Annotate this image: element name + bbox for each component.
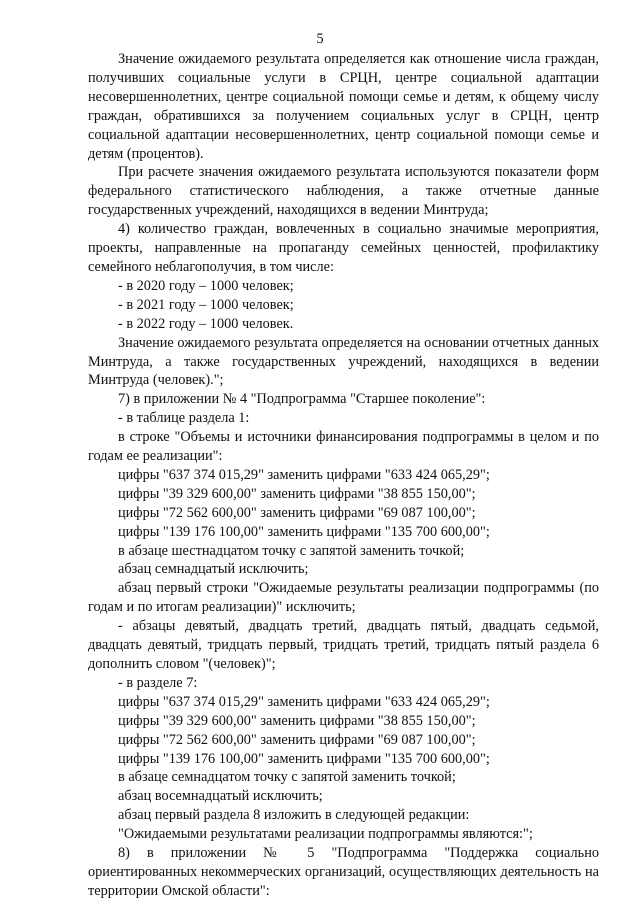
paragraph-item-8: 8) в приложении № 5 "Подпрограмма "Поддержка социально ориентированных некоммерческих организаций, осуществляющих деятельность на территории Омской области": — [88, 845, 599, 899]
list-item-2021: - в 2021 году – 1000 человек; — [118, 296, 294, 313]
paragraph-eighteenth-exclude: абзац восемнадцатый исключить; — [118, 788, 323, 805]
paragraph-financing-row: в строке "Объемы и источники финансирования подпрограммы в целом и по годам ее реализации": — [88, 429, 599, 465]
document-body — [88, 50, 599, 901]
paragraph-table-section-1: - в таблице раздела 1: — [118, 410, 250, 427]
paragraph-quote: "Ожидаемыми результатами реализации подпрограммы являются:"; — [118, 826, 533, 843]
paragraph-section-6: - абзацы девятый, двадцать третий, двадцать пятый, двадцать седьмой, двадцать девятый, тридцать первый, тридцать третий, тридцать пятый раздела 6 дополнить словом "(человек)"; — [88, 618, 599, 672]
paragraph-item-4: 4) количество граждан, вовлеченных в социально значимые мероприятия, проекты, направленные на пропаганду семейных ценностей, профилактику семейного неблагополучия, в том числе: — [88, 221, 599, 275]
replacement-line-2: цифры "39 329 600,00" заменить цифрами "38 855 150,00"; — [118, 485, 476, 502]
replacement-line-5: цифры "637 374 015,29" заменить цифрами "633 424 065,29"; — [118, 693, 490, 710]
paragraph-seventeenth-exclude: абзац семнадцатый исключить; — [118, 561, 309, 578]
paragraph-expected-results-row: абзац первый строки "Ожидаемые результаты реализации подпрограммы (по годам и по итогам реализации)" исключить; — [88, 580, 599, 616]
replacement-line-3: цифры "72 562 600,00" заменить цифрами "69 087 100,00"; — [118, 504, 476, 521]
page-number: 5 — [316, 31, 324, 47]
replacement-line-6: цифры "39 329 600,00" заменить цифрами "38 855 150,00"; — [118, 712, 476, 729]
paragraph-seventeenth: в абзаце семнадцатом точку с запятой заменить точкой; — [118, 769, 456, 786]
paragraph-result-basis: Значение ожидаемого результата определяется на основании отчетных данных Минтруда, а также государственных учреждений, находящихся в ведении Минтруда (человек)."; — [88, 334, 599, 389]
list-item-2020: - в 2020 году – 1000 человек; — [118, 277, 294, 294]
paragraph-calculation-indicators: При расчете значения ожидаемого результата используются показатели форм федерального статистического наблюдения, а также отчетные данные государственных учреждений, находящихся в ведении Минтруда; — [88, 164, 599, 219]
replacement-line-8: цифры "139 176 100,00" заменить цифрами "135 700 600,00"; — [118, 750, 490, 767]
paragraph-section-8: абзац первый раздела 8 изложить в следующей редакции: — [118, 807, 470, 824]
list-item-2022: - в 2022 году – 1000 человек. — [118, 315, 294, 332]
paragraph-sixteenth: в абзаце шестнадцатом точку с запятой заменить точкой; — [118, 542, 465, 559]
paragraph-section-7: - в разделе 7: — [118, 674, 198, 691]
paragraph-item-7: 7) в приложении № 4 "Подпрограмма "Старшее поколение": — [118, 391, 486, 408]
replacement-line-4: цифры "139 176 100,00" заменить цифрами "135 700 600,00"; — [118, 523, 490, 540]
replacement-line-1: цифры "637 374 015,29" заменить цифрами "633 424 065,29"; — [118, 466, 490, 483]
paragraph-result-definition: Значение ожидаемого результата определяется как отношение числа граждан, получивших социальные услуги в СРЦН, центре социальной адаптации несовершеннолетних, центре социальной помощи семье и детям, к общему числу граждан, обратившихся за получением социальных услуг в СРЦН, центр социальной адаптации несовершеннолетних, центр социальной помощи семье и детям (процентов). — [88, 51, 599, 162]
replacement-line-7: цифры "72 562 600,00" заменить цифрами "69 087 100,00"; — [118, 731, 476, 748]
